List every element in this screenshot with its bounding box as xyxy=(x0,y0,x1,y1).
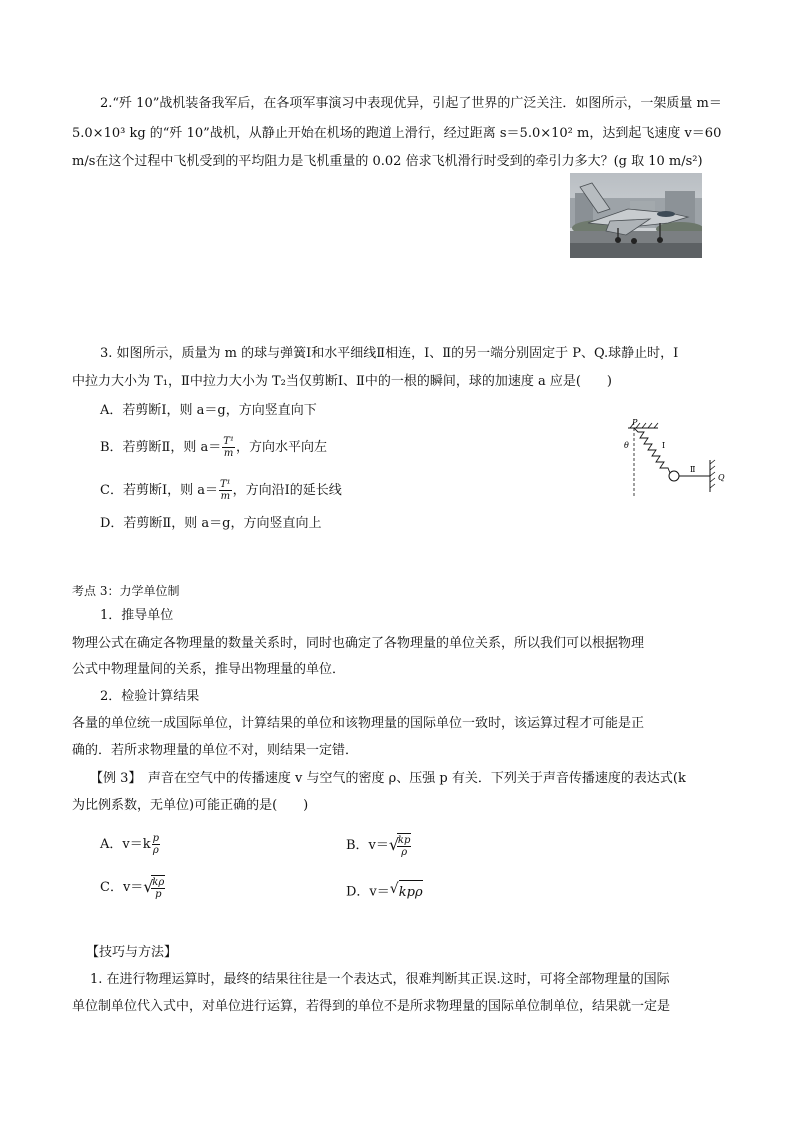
label-theta: θ xyxy=(624,441,629,450)
radicand: kpρ xyxy=(399,880,423,904)
fraction-t1-over-m xyxy=(222,436,235,459)
q3-option-b-direction: ，方向水平向左 xyxy=(235,440,327,455)
q2-line-3: m/s在这个过程中飞机受到的平均阻力是飞机重量的 0.02 倍求飞机滑行时受到的牵引力多大？(g 取 10 m/s²) xyxy=(72,154,703,169)
ex3-option-c-label: C．v＝ xyxy=(100,880,144,895)
q3-option-d: D．若剪断Ⅱ，则 a＝g，方向竖直向上 xyxy=(100,516,322,531)
ex3-option-c xyxy=(100,875,165,900)
kp3-para-1a: 物理公式在确定各物理量的数量关系时，同时也确定了各物理量的单位关系，所以我们可以根据物理 xyxy=(72,636,645,651)
fraction-denominator: ρ xyxy=(152,845,159,856)
sqrt-krho-over-p: √ $\frac{k\rho}{p}$ xyxy=(143,877,165,900)
tips-para-1a: 1. 在进行物理运算时，最终的结果往往是一个表达式，很难判断其正误.这时，可将全部物理量的国际 xyxy=(90,972,670,987)
fraction-denominator: ρ xyxy=(401,847,408,858)
fraction-denominator: m xyxy=(220,491,231,502)
fraction-numerator: p xyxy=(152,833,160,844)
q3-option-b xyxy=(100,436,327,459)
ex3-option-d xyxy=(346,880,423,904)
kp3-heading-2: 2．检验计算结果 xyxy=(100,689,200,704)
fighter-jet-photo xyxy=(570,173,702,258)
fraction-numerator: T¹ xyxy=(219,479,231,490)
fraction-denominator: m xyxy=(223,448,234,459)
q3-line-1: 3. 如图所示，质量为 m 的球与弹簧Ⅰ和水平细线Ⅱ相连，Ⅰ、Ⅱ的另一端分别固定于 P、Q.球静止时，Ⅰ xyxy=(100,346,679,361)
sqrt-kprho: √ kpρ xyxy=(390,880,423,904)
tips-para-1b: 单位制单位代入式中，对单位进行运算，若得到的单位不是所求物理量的国际单位制单位，结果就一定是 xyxy=(72,999,671,1014)
fraction-t1-over-m xyxy=(219,479,232,502)
ex3-option-a xyxy=(100,833,161,856)
spring-ball-diagram xyxy=(620,418,730,498)
fraction-numerator: kp xyxy=(397,835,411,846)
q2-line-2: 5.0×10³ kg 的“歼 10”战机，从静止开始在机场的跑道上滑行，经过距离 s＝5.0×10² m，达到起飞速度 v＝60 xyxy=(72,126,722,141)
q3-option-c xyxy=(100,479,342,502)
ex3-option-d-label: D．v＝ xyxy=(346,884,390,900)
kp3-title: 考点 3：力学单位制 xyxy=(72,584,180,598)
example-3-line-2: 为比例系数，无单位)可能正确的是( ) xyxy=(72,798,309,813)
sqrt-kp-over-rho: √ $\frac{kp}{\rho}$ xyxy=(388,835,411,858)
example-3-line-1 xyxy=(90,768,686,790)
label-spring-i: Ⅰ xyxy=(662,441,666,450)
ex3-option-b xyxy=(346,833,411,858)
kp3-heading-1: 1．推导单位 xyxy=(100,608,174,623)
q3-option-a: A．若剪断Ⅰ，则 a＝g，方向竖直向下 xyxy=(100,403,317,418)
label-p: P xyxy=(632,418,638,427)
ex3-option-b-label: B．v＝ xyxy=(346,838,389,853)
fraction-numerator: T¹ xyxy=(223,436,234,447)
label-q: Q xyxy=(718,473,725,482)
fraction-numerator: kρ xyxy=(152,877,165,888)
q3-option-b-label: B．若剪断Ⅱ，则 a＝ xyxy=(100,440,222,455)
ex3-option-a-label: A．v＝k xyxy=(100,837,151,852)
example-3-label: 【例 3】 xyxy=(90,771,135,786)
kp3-para-2b: 确的．若所求物理量的单位不对，则结果一定错． xyxy=(72,743,359,758)
kp3-para-1b: 公式中物理量间的关系，推导出物理量的单位． xyxy=(72,662,346,677)
example-3-text: 声音在空气中的传播速度 v 与空气的密度 ρ、压强 p 有关．下列关于声音传播速度的表达式(k xyxy=(134,771,686,786)
kp3-para-2a: 各量的单位统一成国际单位，计算结果的单位和该物理量的国际单位一致时，该运算过程才可能是正 xyxy=(72,716,645,731)
q3-line-2: 中拉力大小为 T₁，Ⅱ中拉力大小为 T₂当仅剪断Ⅰ、Ⅱ中的一根的瞬间，球的加速度 a 应是( ) xyxy=(72,374,612,389)
q3-option-c-direction: ，方向沿Ⅰ的延长线 xyxy=(232,483,342,498)
q2-line-1: 2.“歼 10”战机装备我军后，在各项军事演习中表现优异，引起了世界的广泛关注．如图所示，一架质量 m＝ xyxy=(100,96,722,111)
label-thread-ii: Ⅱ xyxy=(690,465,696,474)
fraction-p-over-rho xyxy=(152,833,160,856)
q3-option-c-label: C．若剪断Ⅰ，则 a＝ xyxy=(100,483,218,498)
fraction-denominator: p xyxy=(155,889,162,900)
tips-title: 【技巧与方法】 xyxy=(86,945,178,960)
